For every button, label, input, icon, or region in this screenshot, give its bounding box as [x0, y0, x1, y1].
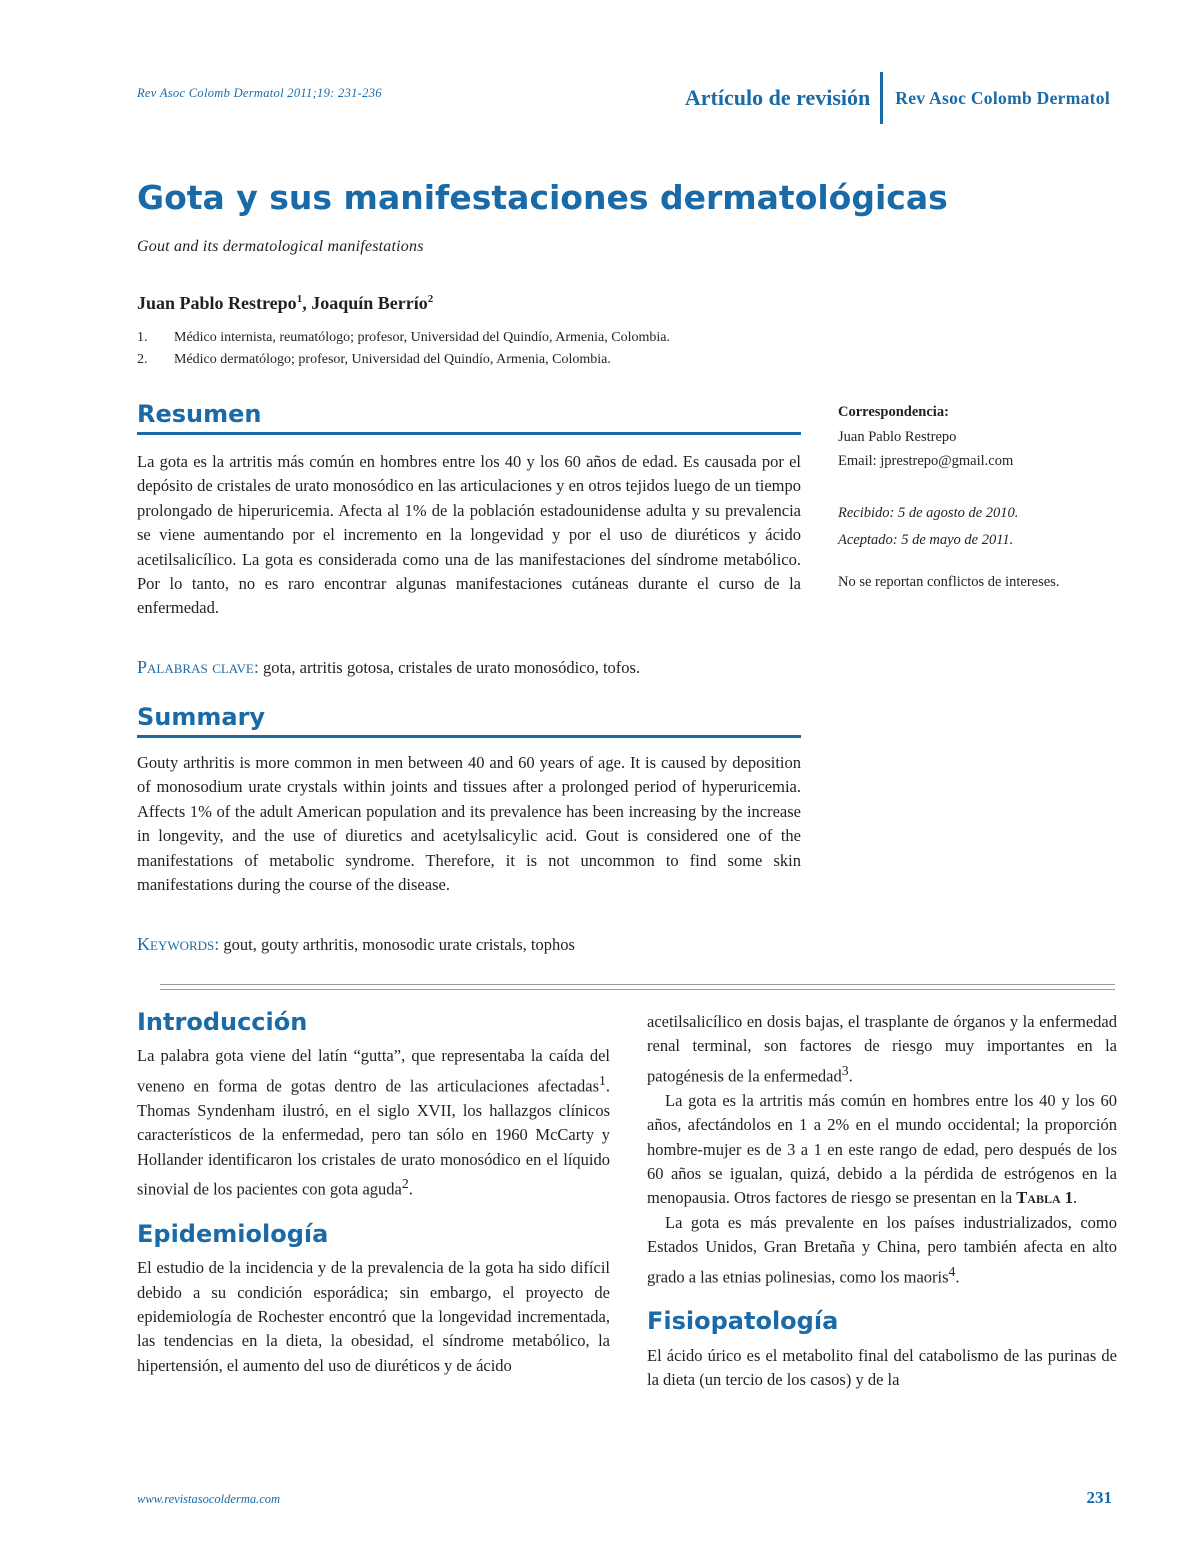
summary-rule	[137, 735, 801, 738]
epidemiologia-paragraph-continued	[647, 1010, 1117, 1089]
correspondence-email[interactable]: Email: jprestrepo@gmail.com	[838, 453, 1014, 469]
fisiopatologia-heading: Fisiopatología	[647, 1307, 839, 1336]
keywords-label: Keywords:	[137, 934, 220, 954]
article-type: Artículo de revisión	[684, 85, 871, 110]
affiliation-list	[137, 327, 670, 371]
paragraph-text: La gota es más prevalente en los países industrializados, como Estados Unidos, Gran Bretaña y China, pero también afecta en alto grado a las etnias polinesias, como los maoris	[647, 1212, 1117, 1287]
keywords-text: gota, artritis gotosa, cristales de urato monosódico, tofos.	[258, 658, 641, 677]
section-divider	[160, 984, 1115, 990]
resumen-rule	[137, 432, 801, 435]
paragraph-text: La gota es la artritis más común en hombres entre los 40 y los 60 años, afectándolos en 1 a 2% en el mundo occidental; la proporción hombre-mujer es de 3 a 1 en este rango de edad, pero después de los 60 años se igualan, quizá, debido a la pérdida de estrógenos en la menopausia. Otros factores de riesgo se presentan en la	[647, 1090, 1117, 1208]
paragraph-text: .	[1073, 1188, 1078, 1208]
footer-url[interactable]: www.revistasocolderma.com	[137, 1492, 281, 1506]
affiliation-text: Médico internista, reumatólogo; profesor, Universidad del Quindío, Armenia, Colombia.	[174, 330, 670, 345]
table-reference-link[interactable]: Tabla 1	[1016, 1188, 1074, 1208]
affiliation-item	[137, 349, 670, 371]
paragraph-text: .	[955, 1267, 960, 1287]
author-name: Joaquín Berrío	[311, 293, 428, 313]
left-column	[137, 1010, 610, 1378]
accepted-date: Aceptado: 5 de mayo de 2011.	[838, 532, 1014, 548]
summary-keywords	[137, 932, 801, 957]
author-name: Juan Pablo Restrepo	[137, 293, 297, 313]
paragraph-text: acetilsalicílico en dosis bajas, el trasplante de órganos y la enfermedad renal terminal, son factores de riesgo muy importantes en la patogénesis de la enfermedad	[647, 1012, 1117, 1086]
epidemiologia-paragraph: El estudio de la incidencia y de la prevalencia de la gota ha sido difícil debido a su condición esporádica; sin embargo, el proyecto de epidemiología de Rochester encontró que la longevidad incrementada, las tendencias en la dieta, la obesidad, el síndrome metabólico, la hipertensión, el aumento del uso de diuréticos y de ácido	[137, 1258, 610, 1375]
journal-name: Rev Asoc Colomb Dermatol	[895, 87, 1110, 108]
paragraph-text: . Thomas Syndenham ilustró, en el siglo XVII, los hallazgos clínicos característicos de la enfermedad, pero tan sólo en 1960 McCarty y Hollander identificaron los cristales de urato monosódico en el líquido sinovial de los pacientes con gota aguda	[137, 1076, 610, 1199]
page-number: 231	[1086, 1488, 1112, 1507]
epidemiologia-heading: Epidemiología	[137, 1219, 329, 1248]
paragraph-text: .	[848, 1066, 853, 1086]
affiliation-text: Médico dermatólogo; profesor, Universidad del Quindío, Armenia, Colombia.	[174, 352, 611, 367]
conflicts-statement: No se reportan conflictos de intereses.	[838, 574, 1060, 590]
resumen-text: La gota es la artritis más común en hombres entre los 40 y los 60 años de edad. Es causada por el depósito de cristales de urato monosódico en las articulaciones y en otros tejidos luego de un tiempo prolongado de hiperuricemia. Afecta al 1% de la población estadounidense adulta y su prevalencia se viene aumentando por el incremento en la longevidad y por el uso de diuréticos y ácido acetilsalicílico. La gota es considerada como una de las manifestaciones del síndrome metabólico. Por lo tanto, no es raro encontrar algunas manifestaciones cutáneas durante el curso de la enfermedad.	[137, 452, 801, 618]
article-title: Gota y sus manifestaciones dermatológicas	[137, 178, 948, 217]
reference-mark: 1	[599, 1072, 606, 1088]
introduccion-paragraph	[137, 1044, 610, 1201]
affiliation-number: 1.	[137, 330, 148, 345]
correspondence-name: Juan Pablo Restrepo	[838, 429, 957, 445]
author-list	[137, 293, 433, 314]
article-subtitle: Gout and its dermatological manifestations	[137, 238, 424, 255]
author-separator: ,	[302, 293, 312, 313]
resumen-keywords	[137, 655, 801, 680]
reference-mark: 2	[401, 1175, 409, 1191]
header-right	[685, 72, 1110, 124]
summary-text: Gouty arthritis is more common in men between 40 and 60 years of age. It is caused by deposition of monosodium urate crystals within joints and tissues after a prolonged period of hyperuricemia. Affects 1% of the adult American population and its prevalence has been increasing by the increase in longevity, and the use of diuretics and acetylsalicylic acid. Gout is considered one of the manifestations of metabolic syndrome. Therefore, it is not uncommon to find some skin manifestations during the course of the disease.	[137, 753, 801, 895]
paragraph-text: .	[408, 1179, 413, 1199]
keywords-label: Palabras clave:	[137, 657, 259, 677]
paragraph-text: La palabra gota viene del latín “gutta”, que representaba la caída del veneno en forma de gotas dentro de las articulaciones afectadas	[137, 1046, 610, 1096]
fisiopatologia-paragraph: El ácido úrico es el metabolito final del catabolismo de las purinas de la dieta (un tercio de los casos) y de la	[647, 1345, 1117, 1390]
reference-mark: 3	[841, 1062, 849, 1078]
affiliation-item	[137, 327, 670, 349]
right-column	[647, 1010, 1117, 1393]
summary-heading: Summary	[137, 703, 266, 731]
epidemiologia-paragraph	[647, 1089, 1117, 1211]
received-date: Recibido: 5 de agosto de 2010.	[838, 505, 1019, 521]
correspondence-box	[838, 404, 1128, 594]
affiliation-number: 2.	[137, 352, 148, 367]
epidemiologia-paragraph	[647, 1211, 1117, 1290]
reference-mark: 4	[948, 1263, 956, 1279]
author-affiliation-mark: 1	[296, 293, 303, 305]
correspondence-label: Correspondencia:	[838, 404, 949, 420]
keywords-text: gout, gouty arthritis, monosodic urate cristals, tophos	[219, 935, 575, 954]
author-affiliation-mark: 2	[427, 293, 434, 305]
introduccion-heading: Introducción	[137, 1008, 308, 1036]
journal-citation: Rev Asoc Colomb Dermatol 2011;19: 231-236	[137, 86, 382, 100]
resumen-heading: Resumen	[137, 400, 262, 428]
